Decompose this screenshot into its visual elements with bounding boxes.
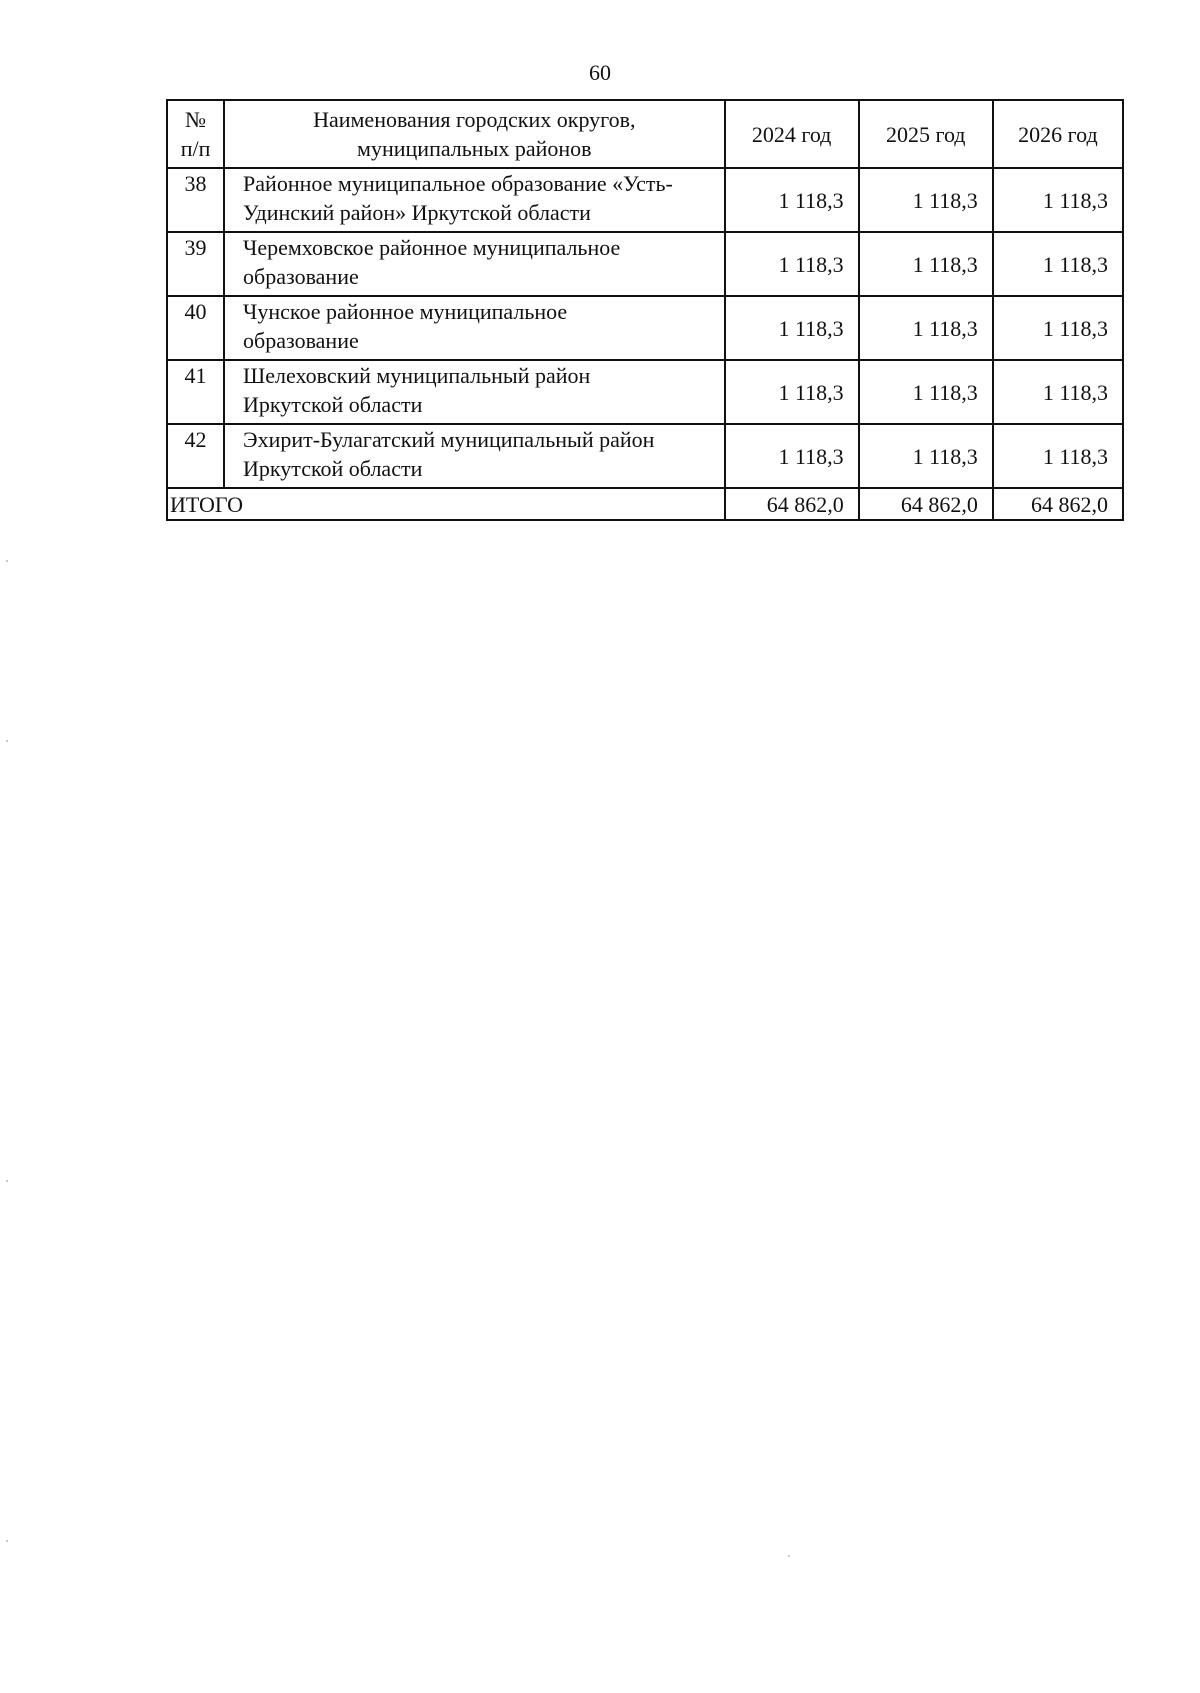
scan-artifact <box>788 1555 790 1557</box>
row-name: Районное муниципальное образование «Усть- Удинский район» Иркутской области <box>224 168 725 232</box>
row-number: 42 <box>167 424 224 488</box>
row-value-2024: 1 118,3 <box>725 296 859 360</box>
row-value-2024: 1 118,3 <box>725 168 859 232</box>
row-value-2024: 1 118,3 <box>725 232 859 296</box>
scan-artifact <box>6 560 8 562</box>
row-value-2025: 1 118,3 <box>859 296 993 360</box>
budget-table <box>166 99 1124 521</box>
row-value-2026: 1 118,3 <box>993 424 1123 488</box>
table-row <box>167 168 1123 232</box>
scan-artifact <box>6 1180 8 1182</box>
row-name: Черемховское районное муниципальное образование <box>224 232 725 296</box>
table-header-row <box>167 100 1123 168</box>
row-value-2025: 1 118,3 <box>859 424 993 488</box>
scan-artifact <box>6 1540 8 1542</box>
table-row <box>167 424 1123 488</box>
row-value-2026: 1 118,3 <box>993 232 1123 296</box>
row-value-2026: 1 118,3 <box>993 168 1123 232</box>
header-year-2026: 2026 год <box>993 100 1123 168</box>
header-year-2025: 2025 год <box>859 100 993 168</box>
row-value-2024: 1 118,3 <box>725 424 859 488</box>
row-name: Чунское районное муниципальное образование <box>224 296 725 360</box>
table-row <box>167 232 1123 296</box>
row-name: Шелеховский муниципальный район Иркутской области <box>224 360 725 424</box>
row-value-2025: 1 118,3 <box>859 168 993 232</box>
header-name: Наименования городских округов, муниципальных районов <box>224 100 725 168</box>
row-value-2026: 1 118,3 <box>993 296 1123 360</box>
total-row <box>167 488 1123 520</box>
table-row <box>167 360 1123 424</box>
total-value-2025: 64 862,0 <box>859 488 993 520</box>
header-num: № п/п <box>167 100 224 168</box>
total-label: ИТОГО <box>167 488 725 520</box>
row-number: 41 <box>167 360 224 424</box>
row-value-2025: 1 118,3 <box>859 232 993 296</box>
total-value-2024: 64 862,0 <box>725 488 859 520</box>
row-number: 38 <box>167 168 224 232</box>
row-value-2024: 1 118,3 <box>725 360 859 424</box>
row-value-2026: 1 118,3 <box>993 360 1123 424</box>
scan-artifact <box>6 740 8 742</box>
row-value-2025: 1 118,3 <box>859 360 993 424</box>
row-number: 39 <box>167 232 224 296</box>
table-row <box>167 296 1123 360</box>
page-number: 60 <box>589 60 611 85</box>
row-number: 40 <box>167 296 224 360</box>
row-name: Эхирит-Булагатский муниципальный район Иркутской области <box>224 424 725 488</box>
total-value-2026: 64 862,0 <box>993 488 1123 520</box>
header-year-2024: 2024 год <box>725 100 859 168</box>
